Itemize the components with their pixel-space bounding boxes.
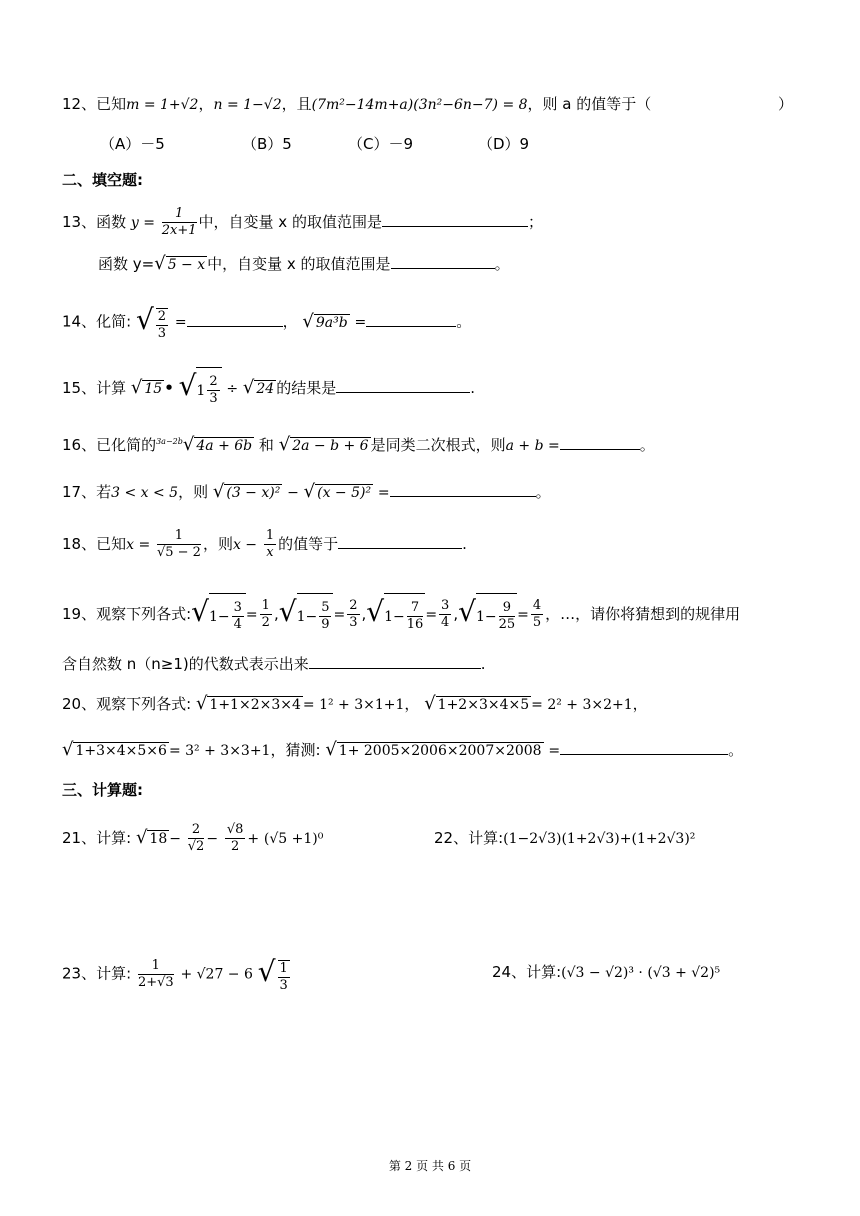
- q23-rad-sign: √: [257, 955, 276, 988]
- q19-item: [278, 595, 367, 632]
- q23-fraction-1: [138, 958, 174, 991]
- q20-guess-rad-sign: √: [325, 739, 337, 760]
- q23-f1-den: 2+√3: [137, 974, 174, 990]
- q14-radical-1: [136, 298, 170, 346]
- q19-eq: =: [245, 607, 258, 623]
- q16-rad-sign-1: √: [182, 434, 195, 455]
- q18-label: 18、已知: [62, 535, 127, 553]
- q21-minus1: −: [169, 831, 181, 847]
- q23-f1-num: 1: [138, 958, 174, 975]
- q19-rad-sign: √: [458, 595, 476, 628]
- q23-f2-den: 3: [279, 977, 288, 993]
- q20-e3-radical: [62, 740, 169, 761]
- q16-expr: a + b =: [505, 438, 560, 454]
- q19-comma: ,: [453, 605, 459, 623]
- q17-radical-1: [213, 482, 282, 503]
- q19-comma: ,: [273, 605, 279, 623]
- q21-fraction-2: [225, 822, 246, 855]
- q19-item-radical: [366, 590, 425, 639]
- q23-mid: + √27 − 6: [180, 966, 253, 983]
- q14-rad-sign-1: √: [135, 303, 154, 336]
- q19-inner-den: 25: [498, 617, 516, 632]
- q19-item: [366, 595, 459, 632]
- question-20: 20、观察下列各式: √ 1+1×2×3×4 = 1² + 3×1+1， √ 1+2×3×4×5 = 2² + 3×2+1，: [62, 693, 648, 714]
- q12-tail: ，则 a 的值等于（: [527, 95, 652, 113]
- q19-rad-sign: √: [191, 595, 209, 628]
- question-15: [62, 364, 475, 408]
- q19-one: 1−: [209, 609, 230, 625]
- q20-e2-rhs: = 2² + 3×2+1: [531, 697, 633, 713]
- q24-expr: (√3 − √2)³ · (√3 + √2)⁵: [561, 965, 721, 981]
- q15-radical-1: [131, 366, 164, 411]
- q19-line2-text: 含自然数 n（n≥1)的代数式表示出来: [62, 655, 309, 673]
- question-12: [62, 94, 651, 115]
- q16-rad2-content: 2a − b + 6: [292, 438, 369, 454]
- q19-rad-sign: √: [278, 595, 297, 628]
- q21-f2-den: 2: [230, 839, 240, 854]
- q23-fraction-2: [278, 960, 290, 994]
- q14-blank-1[interactable]: [187, 310, 283, 327]
- q20-e3-rad-content: 1+3×4×5×6: [75, 743, 167, 759]
- q23-radical: [258, 948, 292, 1000]
- q20-guess-eq: =: [548, 743, 561, 759]
- q14-eq1: =: [174, 314, 187, 331]
- q12-m-expr: m = 1+√2: [126, 97, 199, 113]
- q12-equation: (7m²−14m+a)(3n²−6n−7) = 8: [311, 97, 528, 113]
- q19-blank[interactable]: [309, 652, 481, 669]
- q14-fraction: [156, 308, 168, 342]
- q23-f2-num: 1: [279, 960, 288, 976]
- q14-rad-sign-2: √: [302, 310, 314, 332]
- q19-rad-content: [297, 593, 334, 639]
- q19-inner-den: 16: [406, 617, 424, 632]
- q19-one: 1−: [475, 609, 497, 625]
- q20-label: 20、观察下列各式:: [62, 695, 192, 713]
- q21-radical: [136, 816, 169, 861]
- q13-l2-a: 函数 y=: [98, 255, 155, 273]
- q13-lhs: y =: [130, 215, 155, 231]
- q12-label: 12、已知: [62, 95, 127, 113]
- q19-result-den: 2: [261, 615, 270, 630]
- q18-x-eq: x =: [126, 537, 151, 553]
- q18-frac2-den: x: [266, 545, 274, 560]
- q21-tail: (√5 +1)⁰: [263, 831, 324, 847]
- section-3-title: 三、计算题:: [62, 781, 143, 799]
- q19-item-radical: [458, 590, 517, 639]
- q15-blank[interactable]: [336, 376, 470, 393]
- question-19: [62, 590, 740, 634]
- question-20-line2: [62, 738, 743, 761]
- q19-item-radical: [191, 590, 246, 639]
- q19-result-num: 2: [349, 598, 358, 613]
- q22-label: 22、计算:: [434, 829, 504, 847]
- q13-rad-sign: √: [154, 253, 166, 274]
- question-24: [492, 962, 720, 983]
- q18-frac2-num: 1: [265, 528, 275, 543]
- q18-expr: x −: [232, 537, 258, 553]
- q13-blank-2[interactable]: [391, 252, 495, 269]
- q15-rad-sign-1: √: [130, 377, 143, 398]
- question-13: [62, 200, 543, 244]
- q16-end: 。: [639, 436, 655, 454]
- q14-frac-den: 3: [157, 325, 167, 341]
- q19-inner-den: 4: [233, 617, 242, 632]
- q20-e1-rhs: = 1² + 3×1+1: [302, 697, 405, 713]
- q19-inner-frac: [319, 600, 331, 633]
- q19-item-radical: [279, 590, 334, 639]
- q20-guess: ，猜测:: [270, 741, 321, 759]
- q19-comma: ,: [361, 605, 367, 623]
- q19-inner-num: 7: [407, 600, 424, 617]
- q22-expr: (1−2√3)(1+2√3)+(1+2√3)²: [503, 831, 696, 847]
- q16-text: 是同类二次根式，则: [370, 436, 506, 454]
- q20-e1-rad-content: 1+1×2×3×4: [209, 697, 301, 713]
- q19-result-den: 3: [349, 615, 358, 630]
- q15-mixed-frac: [207, 374, 219, 407]
- q20-e3-rad-sign: √: [62, 739, 74, 760]
- q23-label: 23、计算:: [62, 964, 132, 983]
- question-13-line2: [98, 252, 510, 275]
- q17-rad-sign-1: √: [212, 481, 225, 502]
- q12-option-c: （C）－9: [348, 135, 414, 153]
- q19-rad-sign: √: [366, 595, 385, 628]
- q19-label: 19、观察下列各式:: [62, 605, 192, 623]
- q17-end: 。: [535, 483, 551, 501]
- q18-blank[interactable]: [338, 532, 462, 549]
- q21-plus: +: [247, 831, 260, 847]
- q17-label: 17、若: [62, 483, 112, 501]
- q20-e2-rad-content: 1+2×3×4×5: [437, 697, 530, 713]
- q15-mixed: [196, 367, 221, 413]
- q19-result-den: 5: [532, 615, 542, 630]
- q17-then: ，则: [178, 483, 209, 501]
- q20-guess-radical: [325, 740, 543, 761]
- q21-minus2: −: [206, 831, 219, 847]
- q20-end: 。: [728, 741, 744, 759]
- q19-inner-num: 3: [233, 600, 242, 615]
- q19-result-frac: [439, 598, 451, 631]
- q14-label: 14、化简:: [62, 312, 132, 331]
- q19-tail: ，…，请你将猜想到的规律用: [545, 605, 741, 623]
- q19-inner-frac: [407, 600, 424, 633]
- q21-fraction-1: [188, 822, 205, 855]
- q20-guess-rad-content: 1+ 2005×2006×2007×2008: [338, 743, 542, 759]
- q14-eq2: =: [354, 314, 367, 331]
- q13-end2: 。: [494, 255, 510, 273]
- q14-blank-2[interactable]: [366, 310, 456, 327]
- q19-rad-content: [384, 593, 425, 639]
- q18-fraction-1: [157, 528, 201, 561]
- question-18: [62, 520, 467, 568]
- q16-and: 和: [258, 436, 274, 454]
- q15-radical-2: [179, 364, 222, 413]
- question-21: [62, 816, 323, 860]
- q13-rad-content: 5 − x: [167, 257, 206, 273]
- q15-mixed-den: 3: [209, 391, 218, 406]
- q13-label: 13、函数: [62, 213, 127, 231]
- q12-n-expr: n = 1−√2: [213, 97, 282, 113]
- q14-rad2-content: 9a³b: [315, 314, 348, 331]
- q15-rad1-content: 15: [144, 381, 163, 397]
- q19-result-num: 1: [261, 598, 270, 613]
- q18-text: 的值等于: [278, 535, 339, 553]
- question-22: [434, 828, 695, 849]
- q21-label: 21、计算:: [62, 829, 132, 847]
- q21-f1-num: 2: [188, 822, 205, 839]
- q19-inner-num: 9: [499, 600, 516, 617]
- q17-blank[interactable]: [390, 480, 536, 497]
- question-19-line2: [62, 652, 486, 674]
- q12-close-paren: ）: [778, 95, 794, 113]
- q17-rad-sign-2: √: [303, 481, 316, 502]
- q13-frac-den: 2x+1: [161, 223, 197, 238]
- q21-rad-content: 18: [149, 831, 168, 847]
- q15-text: 的结果是: [276, 379, 337, 397]
- q13-radical: [154, 254, 207, 275]
- q17-minus: −: [287, 485, 299, 501]
- q15-label: 15、计算: [62, 379, 127, 397]
- q12-option-d: （D）9: [478, 135, 530, 153]
- q16-label: 16、已化简的: [62, 436, 157, 454]
- q19-item: [458, 595, 545, 632]
- q19-one: 1−: [384, 609, 405, 625]
- q19-result-frac: [347, 598, 359, 631]
- q14-sep: ，: [282, 312, 298, 331]
- q12-option-a: （A）－5: [100, 135, 165, 153]
- q17-rad2-content: (x − 5)²: [317, 485, 372, 501]
- q15-dot: •: [164, 379, 174, 397]
- q18-then: ，则: [202, 535, 233, 553]
- q19-inner-frac: [499, 600, 516, 633]
- q21-f1-den: √2: [187, 839, 205, 854]
- q13-fraction: [162, 206, 197, 239]
- q18-frac-num: 1: [157, 528, 201, 545]
- q15-mixed-whole: 1: [196, 383, 206, 399]
- q19-inner-frac: [232, 600, 244, 633]
- q12-sep2: ，且: [281, 95, 312, 113]
- q14-frac-num: 2: [157, 308, 167, 324]
- q20-e1-rad-sign: √: [195, 693, 208, 714]
- q12-option-b: （B）5: [242, 135, 292, 153]
- q15-rad3-content: 24: [256, 381, 275, 397]
- q19-inner-den: 9: [321, 617, 330, 632]
- q16-blank[interactable]: [560, 433, 640, 450]
- q16-rad1-content: 4a + 6b: [196, 438, 253, 454]
- q19-result-frac: [531, 598, 543, 631]
- q24-label: 24、计算:: [492, 963, 562, 981]
- q12-sep1: ，: [198, 95, 214, 113]
- q19-inner-num: 5: [321, 600, 330, 615]
- q19-result-num: 4: [532, 598, 542, 613]
- q20-blank[interactable]: [560, 738, 728, 755]
- q14-end: 。: [456, 312, 472, 331]
- q16-radical-1: [183, 435, 254, 456]
- q13-end1: ；: [527, 213, 543, 231]
- question-14: [62, 298, 471, 342]
- q16-radical-2: [279, 435, 371, 456]
- q19-result-num: 3: [441, 598, 450, 613]
- q19-one: 1−: [296, 609, 318, 625]
- q19-rad-content: [209, 593, 246, 639]
- q17-rad1-content: (3 − x)²: [226, 485, 281, 501]
- q13-blank-1[interactable]: [382, 210, 528, 227]
- q20-e3-rhs: = 3² + 3×3+1: [168, 743, 271, 759]
- q20-e1-radical: [196, 694, 303, 715]
- q16-root-index: 3a−2b: [156, 437, 183, 446]
- q14-radical-2: [302, 300, 349, 345]
- question-16: [62, 432, 655, 456]
- q19-items: [191, 595, 545, 632]
- q18-end: .: [462, 535, 467, 553]
- q19-item: [191, 595, 279, 632]
- q19-eq: =: [333, 607, 346, 623]
- section-2-title: 二、填空题:: [62, 171, 143, 189]
- q19-rad-content: [476, 593, 517, 639]
- q19-end: .: [480, 655, 486, 673]
- q20-e2-rad-sign: √: [424, 693, 436, 714]
- q19-eq: =: [425, 607, 438, 623]
- q15-radical-3: [243, 366, 276, 411]
- q17-condition: 3 < x < 5: [111, 485, 179, 501]
- page-footer: 第 2 页 共 6 页: [388, 1159, 472, 1173]
- q19-result-frac: [260, 598, 272, 631]
- q13-l2-b: 中，自变量 x 的取值范围是: [207, 255, 391, 273]
- q17-eq: =: [377, 485, 390, 501]
- q15-mixed-num: 2: [209, 374, 218, 389]
- q21-rad-sign: √: [135, 827, 148, 848]
- q13-text: 中，自变量 x 的取值范围是: [198, 213, 382, 231]
- q19-result-den: 4: [441, 615, 450, 630]
- q18-frac-den: √5 − 2: [156, 545, 201, 560]
- q21-f2-num: √8: [226, 822, 244, 837]
- question-23: [62, 948, 292, 996]
- q20-e2-radical: [424, 694, 531, 715]
- question-17: [62, 480, 551, 503]
- q13-frac-num: 1: [162, 206, 197, 223]
- q18-fraction-2: [264, 528, 276, 561]
- q17-radical-2: [304, 482, 373, 503]
- q15-end: .: [470, 379, 476, 397]
- q15-div: ÷: [226, 381, 239, 397]
- q15-rad-sign-2: √: [178, 369, 197, 402]
- q19-eq: =: [517, 607, 529, 623]
- q15-rad-sign-3: √: [242, 377, 255, 398]
- q16-rad-sign-2: √: [278, 434, 291, 455]
